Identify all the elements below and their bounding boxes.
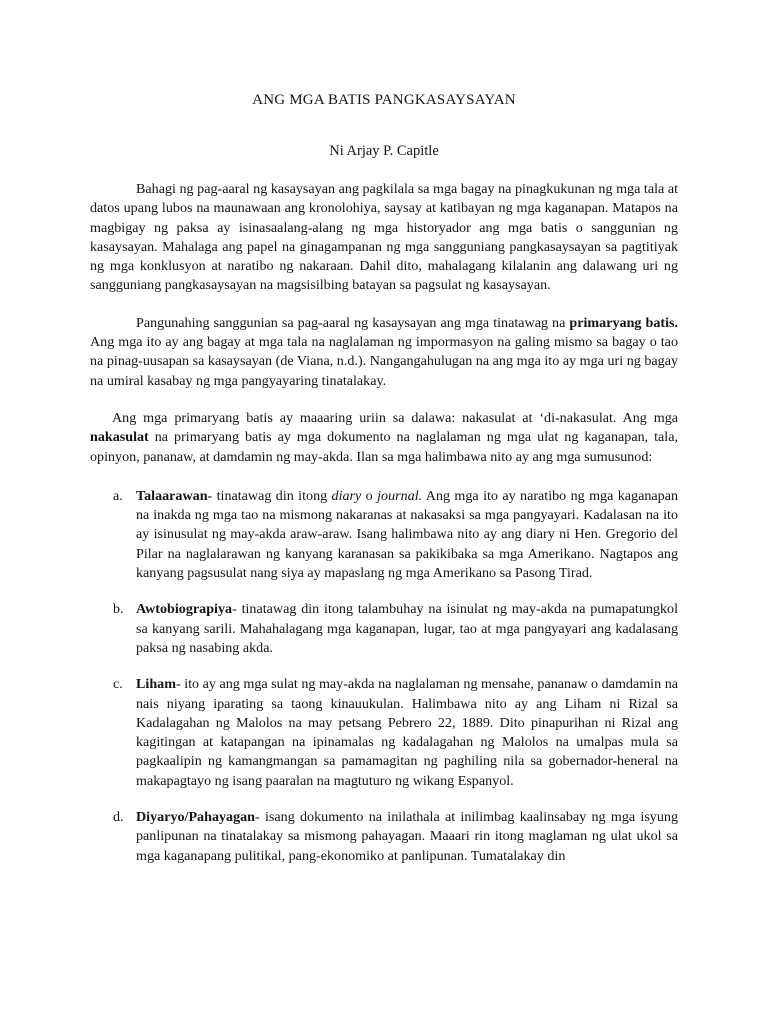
list-item-text: - isang dokumento na inilathala at inilimbag kaalinsabay ng mga isyung panlipunan na tinatalakay sa mismong pahayagan. Maaari rin itong maglaman ng ulat ukol sa mga kaganapang pulitikal, pang-ekonomiko at panlipunan. Tumatalakay din: [136, 809, 678, 864]
list-item-awtobiograpiya: [90, 600, 678, 658]
bold-term-nakasulat: nakasulat: [90, 429, 149, 446]
paragraph-written-sources: [90, 409, 678, 467]
list-item-text: - tinatawag din itong talambuhay na isinulat ng may-akda na pumapatungkol sa kanyang sarili. Mahahalagang mga kaganapan, lugar, tao at mga pangyayari ang kadalasang paksa ng nasabing akda.: [136, 601, 678, 656]
list-marker: b.: [113, 601, 124, 618]
bold-term-primaryang-batis: primaryang batis.: [569, 314, 679, 331]
list-item-term: Talaarawan: [136, 487, 208, 504]
list-item-term: Awtobiograpiya: [136, 601, 233, 618]
paragraph-text: Ang mga primaryang batis ay maaaring uriin sa dalawa: nakasulat at ‘di-nakasulat. Ang mga: [112, 409, 678, 426]
list-item-text: o: [361, 487, 378, 504]
paragraph-text: na primaryang batis ay mga dokumento na naglalaman ng mga ulat ng kaganapan, tala, opinyon, pananaw, at damdamin ng may-akda. Ilan sa mga halimbawa nito ay ang mga sumusunod:: [90, 429, 678, 465]
list-item-text: - tinatawag din itong: [207, 487, 332, 504]
paragraph-intro: Bahagi ng pag-aaral ng kasaysayan ang pagkilala sa mga bagay na pinagkukunan ng mga tala at datos upang lubos na maunawaan ang kronolohiya, saysay at katibayan ng mga kaganapan. Matapos na magbigay ng paksa ay isinasaalang-alang ng mga historyador ang mga batis o sanggunian ng kasaysayan. Mahalaga ang papel na ginagampanan ng mga sangguniang pangkasaysayan sa pagtitiyak ng mga konklusyon at naratibo ng nakaraan. Dahil dito, mahalagang kilalanin ang dalawang uri ng sangguniang pangkasaysayan na magsisilbing batayan sa pagsulat ng kasaysayan.: [90, 181, 678, 294]
examples-list: [90, 487, 678, 866]
list-item-text: - ito ay ang mga sulat ng may-akda na naglalaman ng mensahe, pananaw o damdamin na nais niyang iparating sa taong kinauukulan. Halimbawa nito ay ang Liham ni Rizal sa Kadalagahan ng Malolos na may petsang Pebrero 22, 1889. Dito pinapurihan ni Rizal ang kagitingan at katapangan na ipinamalas ng kadalagahan ng Malolos na umalpas mula sa pagkaalipin ng kamangmangan sa pamamagitan ng paghiling nila sa gobernador-heneral na makapagtayo ng isang paaralan na magtuturo ng wikang Espanyol.: [136, 676, 678, 789]
paragraph-primary-sources: [90, 314, 678, 391]
list-item-text: Ang mga ito ay naratibo ng mga kaganapan na inakda ng mga tao na mismong nakaranas at nakasaksi sa mga pangyayari. Kadalasan na ito ay isinusulat ng may-akda araw-araw. Isang halimbawa nito ay ang diary ni Hen. Gregorio del Pilar na naglalarawan ng kanyang karanasan sa pakikibaka sa mga Amerikano. Nagtapos ang kanyang pagsusulat nang siya ay mapaslang ng mga Amerikano sa Pasong Tirad.: [136, 487, 678, 582]
list-marker: d.: [113, 809, 124, 826]
document-title: ANG MGA BATIS PANGKASAYSAYAN: [252, 92, 516, 108]
list-marker: a.: [113, 487, 123, 504]
list-item-talaarawan: [90, 487, 678, 583]
list-marker: c.: [113, 676, 123, 693]
list-item-term: Diyaryo/Pahayagan: [136, 809, 256, 826]
list-item-diyaryo: [90, 808, 678, 866]
paragraph-text: Pangunahing sanggunian sa pag-aaral ng kasaysayan ang mga tinatawag na: [136, 314, 570, 331]
author-line: Ni Arjay P. Capitle: [329, 143, 439, 159]
paragraph-text: Ang mga ito ay ang bagay at mga tala na naglalaman ng impormasyon na galing mismo sa bagay o tao na pinag-uusapan sa kasaysayan (de Viana, n.d.). Nangangahulugan na ang mga ito ay mga uri ng bagay na umiral kasabay ng mga pangyayaring tinatalakay.: [90, 334, 678, 389]
list-item-liham: [90, 675, 678, 791]
italic-term-journal: journal.: [377, 487, 423, 504]
list-item-term: Liham: [136, 676, 176, 693]
italic-term-diary: diary: [331, 487, 362, 504]
